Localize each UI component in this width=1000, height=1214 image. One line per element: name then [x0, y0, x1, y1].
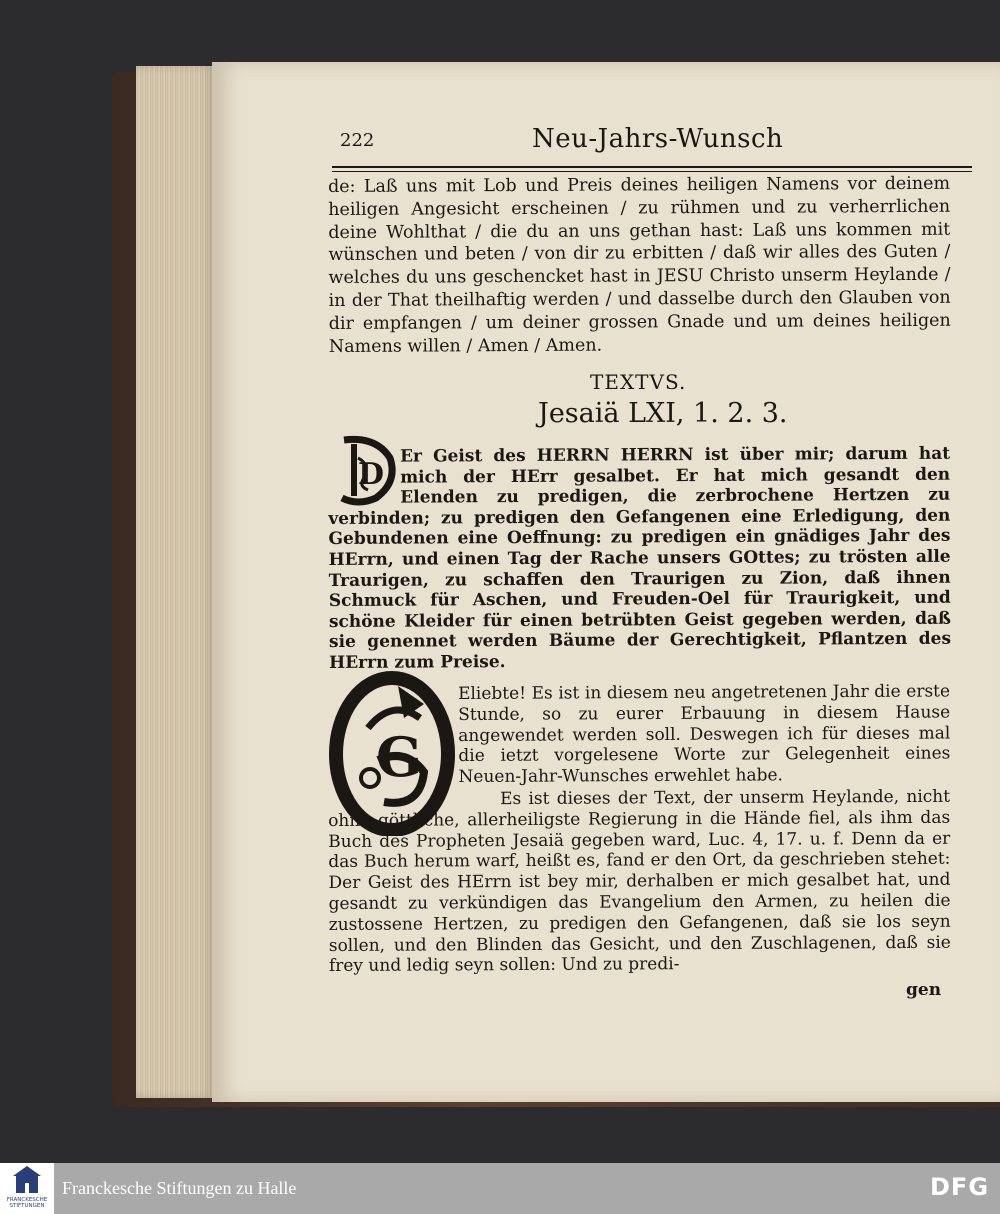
- textus-reference: Jesaiä LXI, 1. 2. 3.: [538, 398, 788, 429]
- franckesche-logo[interactable]: [0, 1163, 54, 1214]
- viewer-footer: [0, 1163, 1000, 1214]
- prayer-paragraph: de: Laß uns mit Lob und Preis deines heiligen Namens vor deinem heiligen Angesicht erscheinen / zu rühmen und zu verherrlichen deine Wohlthat / die du an uns gethan hast: Laß uns kommen mit wünschen und beten / von dir zu erbitten / daß wir alles des Guten / welches du uns geschencket hast in JESU Christo unserm Heylande / in der That theilhaftig werden / und dasselbe durch den Glauben von dir empfangen / um deiner grossen Gnade und um deines heiligen Namens willen / Amen / Amen.: [328, 173, 951, 357]
- book-page: [212, 62, 1000, 1102]
- dfg-logo[interactable]: DFG: [930, 1173, 990, 1201]
- page-edges: [136, 66, 216, 1098]
- header-rule: [332, 166, 972, 168]
- running-head: Neu-Jahrs-Wunsch: [532, 124, 784, 154]
- header-rule-thin: [332, 171, 972, 172]
- sermon-paragraph-2: Es ist dieses der Text, der unserm Heylande, nicht ohne göttliche, allerheiligste Regierung in die Hände fiel, als ihm das Buch des Propheten Jesaiä gegeben ward, Luc. 4, 17. u. f. Denn da er das Buch herum warf, heißt es, fand er den Ort, da geschrieben stehet: Der Geist des HErrn ist bey mir, derhalben er mich gesalbet hat, und gesandt zu verkündigen das Evangelium den Armen, zu heilen die zustossene Hertzen, zu predigen den Gefangenen, daß sie los seyn sollen, und den Blinden das Gesicht, und den Zuschlagenen, daß sie frey und ledig seyn sollen: Und zu predi-: [328, 786, 951, 977]
- page-number: 222: [340, 130, 375, 151]
- building-icon: [0, 1163, 54, 1197]
- logo-text: FRANCKESCHE STIFTUNGEN: [6, 1197, 48, 1209]
- initial-g-letter: G: [376, 725, 423, 789]
- sermon-paragraph-1: Eliebte! Es ist in diesem neu angetretenen Jahr die erste Stunde, so zu eurer Erbauung in diesem Hause angewendet werden soll. Deswegen ich für dieses mal die ietzt vorgelesene Worte zur Gelegenheit eines Neuen-Jahr-Wunsches erwehlet habe.: [458, 681, 951, 788]
- initial-d-letter: D: [358, 457, 385, 492]
- institution-name[interactable]: Franckesche Stiftungen zu Halle: [62, 1178, 297, 1198]
- bible-text: Er Geist des HERRN HERRN ist über mir; darum hat mich der HErr gesalbet. Er hat mich gesandt den Elenden zu predigen, die zerbrochene Hertzen zu verbinden; zu predigen den Gefangenen eine Erledigung, den Gebundenen eine Oeffnung: zu predigen ein gnädiges Jahr des HErrn, und einen Tag der Rache unsers GOttes; zu trösten alle Traurigen, zu schaffen den Traurigen zu Zion, daß ihnen Schmuck für Aschen, und Freuden-Oel für Traurigkeit, und schöne Kleider für einen betrübten Geist gegeben werden, daß sie genennet werden Bäume der Gerechtigkeit, Pflantzen des HErrn zum Preise.: [328, 443, 952, 673]
- bible-text-block: [328, 444, 951, 674]
- textus-label: TEXTVS.: [590, 370, 687, 394]
- catchword: gen: [906, 980, 942, 1000]
